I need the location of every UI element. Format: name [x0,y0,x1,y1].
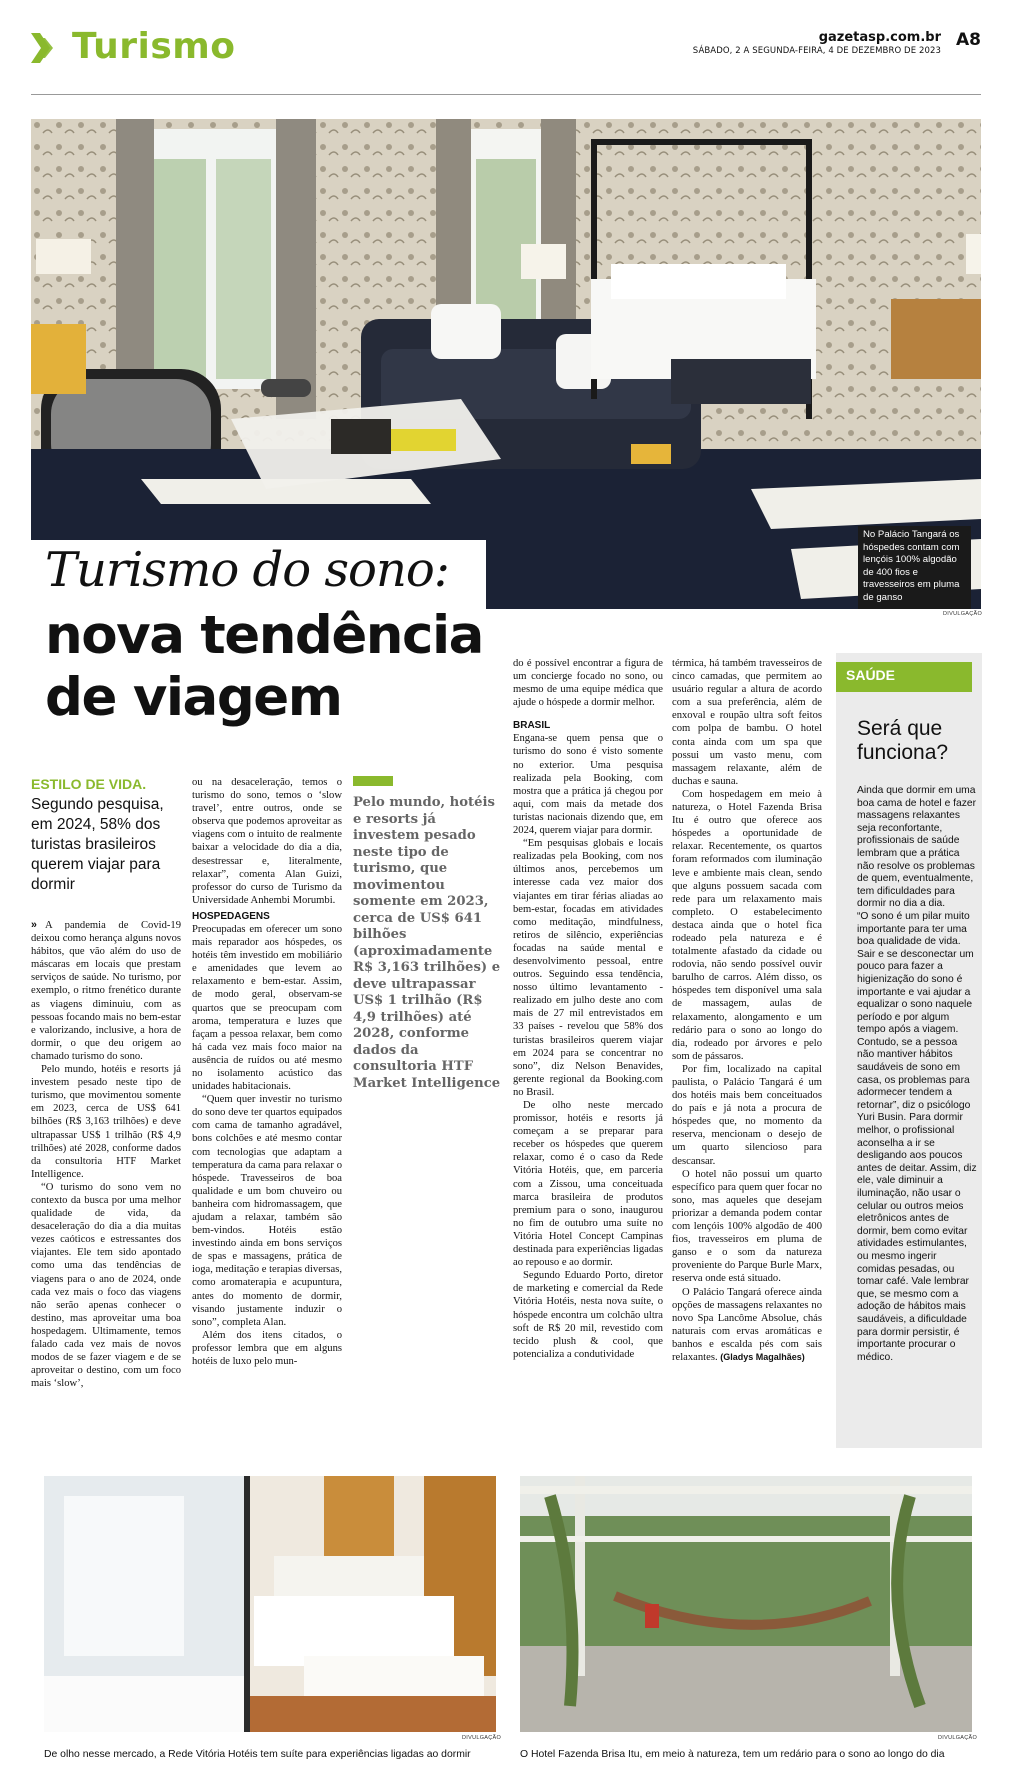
standfirst: Segundo pesquisa, em 2024, 58% dos turistas brasileiros querem viajar para dormir [31,796,164,893]
article-start-icon: » [31,919,37,931]
chevron-right-icon [31,33,57,63]
paragraph: O Palácio Tangará oferece ainda opções de massagens relaxantes no novo Spa Lancôme Absolue, chás naturais com ervas aromáticas e banhos e escalda pés com sais relaxantes. [672,1286,822,1363]
paragraph: “Quem quer investir no turismo do sono deve ter quartos equipados com cama de tamanho agradável, bons colchões e até mesmo contar com tecnologias que adaptam a temperatura da cama para relaxar o hóspede. Travesseiros de boa qualidade e um bom chuveiro ou banheira com hidromassagem, que ajudam a relaxar, também são bem-vindos. Hotéis estão investindo ainda em bons serviços de spas e massagens, prática de ioga, meditação e terapias diversas, como aromaterapia e acupuntura, antes do momento de dormir, visando justamente induzir o sono”, completa Alan. [192,1094,342,1328]
photo-hotel-suite [44,1476,496,1732]
subheading-brasil: BRASIL [513,720,551,732]
paragraph: Por fim, localizado na capital paulista, o Palácio Tangará é um dos hotéis mais bem conceituados do país e já nota a procura de hóspedes que, no momento da reserva, mencionam o desejo de um quarto silencioso para descansar. [672,1063,822,1167]
page-number: A8 [956,30,981,50]
paragraph: Segundo Eduardo Porto, diretor de marketing e comercial da Rede Vitória Hotéis, nesta nova suíte, o hóspede encontra um colchão ultra soft de R$ 20 mil, revestido com tecido plush & cool, que potencializa a condutividade [513,1270,663,1360]
body-column-3 [513,657,663,1457]
paragraph: do é possível encontrar a figura de um concierge focado no sono, ou mesmo de uma equipe médica que ajude o hóspede a dormir melhor. [513,658,663,709]
photo-credit-left: DIVULGAÇÃO [462,1735,502,1741]
subheading-hospedagens: HOSPEDAGENS [192,910,270,922]
paragraph: Preocupadas em oferecer um sono mais reparador aos hóspedes, os hotéis têm investido em mobiliário e amenidades que levem ao relaxamento e bem-estar. Assim, de modo geral, observam-se quartos que se preocupam com aroma, temperatura e luzes que façam a pessoa relaxar, bem como há cada vez mais foco maior na ausência de ruídos ou até mesmo no isolamento acústico das unidades habitacionais. [192,923,342,1093]
author-signature: (Gladys Magalhães) [720,1351,805,1362]
paragraph: A pandemia de Covid-19 deixou como herança alguns novos hábitos, que vão além do uso de máscaras em locais que prestam serviços de saúde. No turismo, por exemplo, o ritmo frenético durante as viagens diminuiu, com as pessoas focando mais no bem-estar e valorizando, inclusive, a hora de dormir, o que deu origem ao chamado turismo do sono. [31,920,181,1062]
photo-caption-left: De olho nesse mercado, a Rede Vitória Hotéis tem suíte para experiências ligadas ao dormir [44,1749,471,1760]
paragraph: Ainda que dormir em uma boa cama de hotel e fazer massagens relaxantes seja reconfortante, profissionais de saúde lembram que a prática não resolve os problemas de quem, eventualmente, tem dificuldades para dormir no dia a dia. [857,785,977,910]
pullquote-bar [353,776,393,786]
hero-photo-hotel-room [31,119,981,609]
pullquote: Pelo mundo, hotéis e resorts já investem pesado neste tipo de turismo, que movimentou somente em 2023, cerca de US$ 641 bilhões (aproximadamente R$ 3,163 trilhões) e deve ultrapassar US$ 1 trilhão (R$ 4,9 trilhões) até 2028, conforme dados da consultoria HTF Market Intelligence [353,795,501,1091]
hero-caption: No Palácio Tangará os hóspedes contam com lençóis 100% algodão de 400 fios e travesseiros em pluma de ganso [858,526,971,609]
paragraph: Pelo mundo, hotéis e resorts já investem pesado neste tipo de turismo, que movimentou somente em 2023, cerca de US$ 641 bilhões (R$ 3,163 trilhões) e deve ultrapassar US$ 1 trilhão (R$ 4,9 trilhões) até 2028, conforme dados da consultoria HTF Market Intelligence. [31,1064,181,1180]
header-rule [31,94,981,95]
photo-credit-right: DIVULGAÇÃO [938,1735,978,1741]
sidebar-tag-label: SAÚDE [846,667,896,683]
paragraph: O hotel não possui um quarto específico para quem quer focar no sono, mas aqueles que desejam priorizar a demanda podem contar com lençóis 100% algodão de 400 fios, travesseiros em pluma de ganso e o som da natureza proveniente do Parque Burle Marx, reserva onde está situado. [672,1168,822,1285]
kicker: ESTILO DE VIDA. [31,776,147,792]
paragraph: Além dos itens citados, o professor lembra que em alguns hotéis de luxo pelo mun- [192,1329,342,1368]
sidebar-headline: Será que funciona? [857,717,949,764]
paragraph: De olho neste mercado promissor, hotéis e resorts já começam a se preparar para receber os hóspedes que querem relaxar, como é o caso da Rede Vitória Hotéis, que, em parceria com a Zissou, uma conceituada marca brasileira de produtos premium para o sono, inaugurou no fim de outubro uma suíte no Vitória Hotel Concept Campinas destinada para experiências ligadas ao repouso e ao dormir. [513,1100,663,1269]
paragraph: Engana-se quem pensa que o turismo do sono é visto somente no exterior. Uma pesquisa realizada pela Booking, com mostra que a prática já chegou por aqui, com mais da metade dos turistas nacionais dizendo que, em 2024, querem viajar para dormir. [513,733,663,837]
dateline: SÁBADO, 2 A SEGUNDA-FEIRA, 4 DE DEZEMBRO DE 2023 [692,46,941,56]
paragraph: “Em pesquisas globais e locais realizadas pela Booking, com nos últimos anos, percebemos um interesse cada vez maior dos viajantes em tirar férias aliadas ao bem-estar, focadas em atividades como meditação, mindfulness, retiros de silêncio, experiências focadas na saúde mental e desenvolvimento pessoal, entre outros. Seguindo essa tendência, nosso último levantamento - realizado em julho deste ano com mais de 27 mil entrevistados em 33 países - revelou que 58% dos turistas brasileiros querem viajar em 2024 para se concentrar no sono”, diz Nelson Benavides, gerente regional da Booking.com no Brasil. [513,838,663,1098]
headline-bold-line-1: nova tendência [45,605,483,666]
body-column-4 [672,657,822,1457]
hero-photo-credit: DIVULGAÇÃO [943,611,983,617]
body-column-2 [192,776,342,1456]
paragraph: térmica, há também travesseiros de cinco camadas, que permitem ao usuário regular a altura de acordo com a sua preferência, além de enxoval e roupão ultra soft feitos com polpa de bambu. O hotel conta ainda com um spa que possui um vasto menu, com massagem relaxante, além de duchas e sauna. [672,658,822,787]
paragraph: ou na desaceleração, temos o turismo do sono, temos o ‘slow travel’, entre outros, onde se observa que podemos aproveitar as viagens com o intuito de realmente baixar a velocidade do dia a dia, desestressar e, literalmente, relaxar”, comenta Alan Guizi, professor do curso de Turismo da Universidade Anhembi Morumbi. [192,777,342,906]
paragraph: “O turismo do sono vem no contexto da busca por uma melhor qualidade de vida, da desaceleração do dia a dia muitas vezes caóticos e estressantes dos viajantes. Ele tem sido apontado como uma das tendências de viagens para o ano de 2024, onde cada vez mais o foco das viagens não serão apenas conhecer o destino, mas aproveitar uma boa hospedagem. Ultimamente, temos falado cada vez mais de novos modos de se fazer viagem e de se aproveitar o destino, com um foco mais ‘slow’, [31,1181,181,1390]
headline-bold-line-2: de viagem [45,667,342,728]
photo-hammock-pergola [520,1476,972,1732]
paragraph: Com hospedagem em meio à natureza, o Hotel Fazenda Brisa Itu é outro que oferece aos hóspedes a oportunidade de relaxar. Recentemente, os quartos foram reformados com iluminação leve e ambiente mais clean, sendo que alguns possuem sacada com rede para um relaxamento mais completo. O estabelecimento destaca ainda que o hotel fica rodeado pela natureza e é totalmente afastado da cidade ou rodovia, não sendo possível ouvir barulho de carros. Além disso, os hóspedes tem disponível uma sala de massagem, aulas de relaxamento, alongamento e um redário para o sono ao longo do dia, rodeado por árvores e pelo som de pássaros. [672,788,822,1062]
headline-italic: Turismo do sono: [45,542,449,598]
sidebar-text [857,785,977,1364]
photo-caption-right: O Hotel Fazenda Brisa Itu, em meio à natureza, tem um redário para o sono ao longo do dia [520,1749,945,1760]
paragraph: “O sono é um pilar muito importante para ter uma boa qualidade de vida. Sair e se desconectar um pouco para fazer a higienização do sono é importante e vai ajudar a equalizar o sono naquele período e por algum tempo após a viagem. Contudo, se a pessoa não mantiver hábitos saudáveis de sono em casa, os problemas para adormecer tendem a retornar”, diz o psicólogo Yuri Busin. Para dormir melhor, o profissional aconselha a ir se desligando aos poucos antes de deitar. Assim, diz ele, vale diminuir a iluminação, não usar o celular ou outros meios eletrônicos antes de dormir, bem como evitar atividades estimulantes, ou mesmo ingerir comidas pesadas, ou tomar café. Vale lembrar que, se mesmo com a adoção de hábitos mais saudáveis, a dificuldade para dormir persistir, é importante procurar o médico. [857,910,977,1363]
sidebar-tag [836,662,972,692]
site-url: gazetasp.com.br [818,30,941,45]
section-title: Turismo [72,26,236,67]
body-column-1 [31,919,181,1454]
